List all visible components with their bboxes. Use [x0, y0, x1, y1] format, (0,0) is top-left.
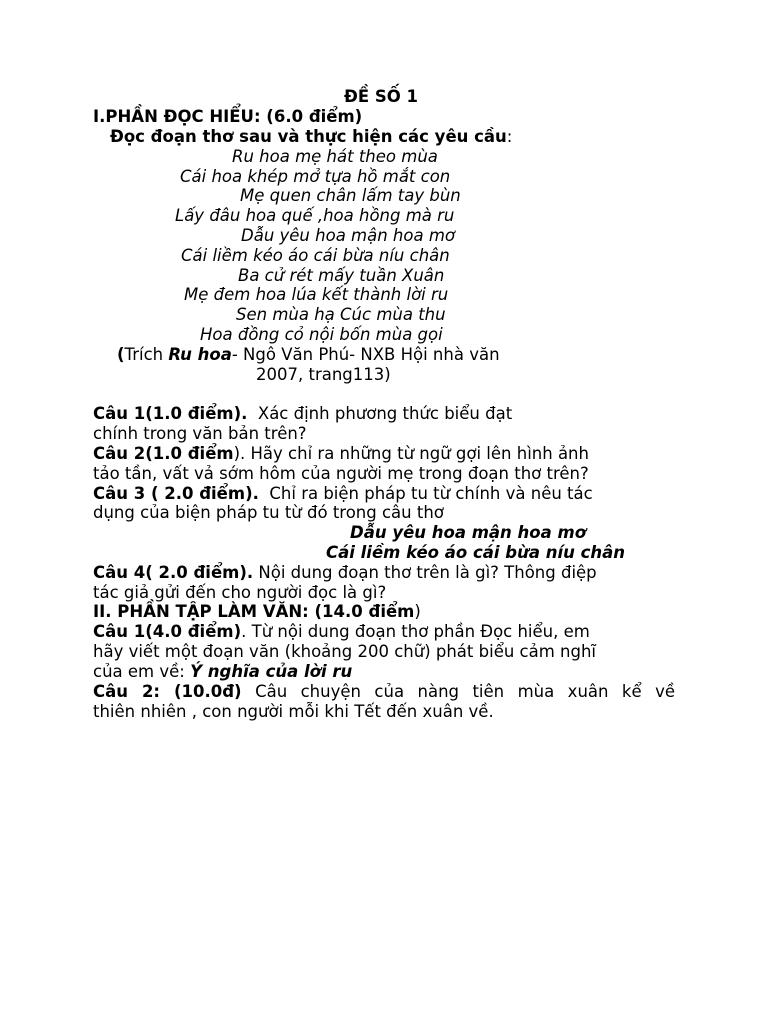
poem-line-5: Dẫu yêu hoa mận hoa mơ: [241, 226, 456, 245]
poem-line-4: Lấy đâu hoa quế ,hoa hồng mà ru: [175, 206, 455, 225]
poem-line-8: Mẹ đem hoa lúa kết thành lời ru: [184, 285, 449, 304]
question-3-line-2: dụng của biện pháp tu từ đó trong câu thơ: [93, 503, 444, 522]
question-2-label: Câu 2(1.0 điểm: [93, 444, 234, 463]
question-1: [93, 404, 512, 424]
part2-question-1-topic: Ý nghĩa của lời ru: [190, 662, 353, 681]
citation-work-title: Ru hoa: [168, 345, 232, 364]
part2-question-1-text: . Từ nội dung đoạn thơ phần Đọc hiểu, em: [241, 622, 590, 641]
part2-heading-paren: ): [414, 602, 421, 621]
part1-heading: I.PHẦN ĐỌC HIỂU: (6.0 điểm): [93, 107, 363, 126]
question-1-line-2: chính trong văn bản trên?: [93, 424, 307, 443]
question-2: [93, 444, 589, 464]
part2-question-2-text: Câu chuyện của nàng tiên mùa xuân kể về: [255, 682, 675, 701]
question-2-text: ). Hãy chỉ ra những từ ngữ gợi lên hình ảnh: [233, 444, 589, 463]
part2-heading-text: II. PHẦN TẬP LÀM VĂN: (14.0 điểm: [93, 602, 415, 621]
poem-line-6: Cái liềm kéo áo cái bừa níu chân: [181, 246, 450, 265]
question-4-text: Nội dung đoạn thơ trên là gì? Thông điệp: [258, 563, 597, 582]
citation-prefix: Trích: [124, 345, 169, 364]
poem-line-9: Sen mùa hạ Cúc mùa thu: [236, 305, 446, 324]
question-2-line-2: tảo tần, vất vả sớm hôm của người mẹ trong đoạn thơ trên?: [93, 464, 589, 483]
question-3-verse-1: Dẫu yêu hoa mận hoa mơ: [350, 523, 587, 542]
exam-title: ĐỀ SỐ 1: [344, 87, 418, 106]
part2-question-1: [93, 622, 590, 642]
citation-line-2: 2007, trang113): [256, 365, 391, 384]
part2-question-1-prefix: của em về:: [93, 662, 191, 681]
question-3-label: Câu 3 ( 2.0 điểm).: [93, 484, 259, 503]
citation-open-paren: (: [117, 345, 125, 364]
instruction-text: Đọc đoạn thơ sau và thực hiện các yêu cầu: [110, 127, 507, 146]
part2-question-2: [93, 682, 675, 702]
poem-line-2: Cái hoa khép mở tựa hồ mắt con: [180, 167, 451, 186]
poem-line-7: Ba cử rét mấy tuần Xuân: [238, 266, 445, 285]
question-3: [93, 484, 593, 504]
part2-question-1-line-2: hãy viết một đoạn văn (khoảng 200 chữ) phát biểu cảm nghĩ: [93, 642, 597, 661]
part2-question-2-label: Câu 2: (10.0đ): [93, 682, 242, 701]
question-4-line-2: tác giả gửi đến cho người đọc là gì?: [93, 583, 387, 602]
question-3-verse-2: Cái liềm kéo áo cái bừa níu chân: [326, 543, 626, 562]
part2-question-2-line-2: thiên nhiên , con người mỗi khi Tết đến xuân về.: [93, 702, 494, 721]
part1-instruction: [110, 127, 512, 147]
question-4: [93, 563, 597, 583]
part2-question-1-label: Câu 1(4.0 điểm): [93, 622, 242, 641]
part2-question-1-line-3: [93, 662, 352, 682]
instruction-colon: :: [506, 127, 513, 146]
question-1-text: Xác định phương thức biểu đạt: [257, 404, 513, 423]
question-3-text: Chỉ ra biện pháp tu từ chính và nêu tác: [269, 484, 593, 503]
part2-heading: [93, 602, 421, 622]
poem-line-1: Ru hoa mẹ hát theo mùa: [232, 147, 438, 166]
poem-line-10: Hoa đồng cỏ nội bốn mùa gọi: [200, 325, 443, 344]
poem-citation: [117, 345, 500, 365]
poem-line-3: Mẹ quen chân lấm tay bùn: [240, 186, 461, 205]
citation-source: - Ngô Văn Phú- NXB Hội nhà văn: [231, 345, 500, 364]
question-1-label: Câu 1(1.0 điểm).: [93, 404, 248, 423]
question-4-label: Câu 4( 2.0 điểm).: [93, 563, 254, 582]
